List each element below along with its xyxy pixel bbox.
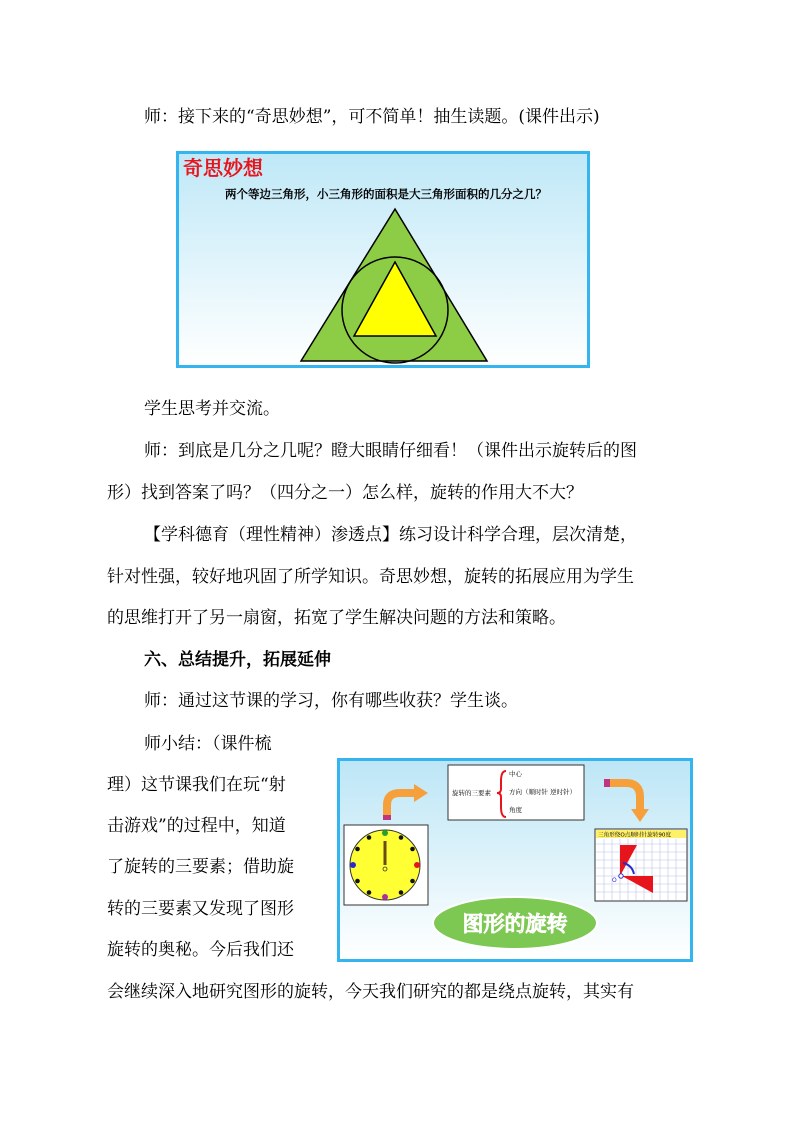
figure-2-canvas [340,761,690,959]
paragraph-line: 旋转的奥秘。今后我们还 [107,940,294,960]
paragraph-line: 学生思考并交流。 [144,399,280,419]
elements-label: 旋转的三要素 [452,789,491,797]
paragraph-line: 师：接下来的“奇思妙想”，可不简单！抽生读题。(课件出示) [144,107,600,127]
clock-dot [399,835,404,840]
element-item: 中心 [509,770,522,778]
grid-frame [595,829,687,901]
badge-title: 图形的旋转 [462,912,568,936]
paragraph-line: 理）这节课我们在玩“射 [107,775,286,795]
figure-1-question: 两个等边三角形，小三角形的面积是大三角形面积的几分之几？ [225,187,547,201]
clock-dot [367,835,372,840]
curved-arrow-icon [610,783,640,809]
figure-rotation-summary [337,758,693,962]
figure-qisi-miaoxiang [176,151,590,368]
clock-dot [367,890,372,895]
grid-caption: 三角形绕O点顺时针旋转90度 [598,832,672,839]
paragraph-line: 转的三要素又发现了图形 [107,899,294,919]
paragraph-line: 【学科德育（理性精神）渗透点】练习设计科学合理，层次清楚， [144,525,637,545]
arrow-tail-icon [383,815,391,820]
arrow-tail-icon [604,779,610,787]
element-item: 角度 [509,806,522,814]
clock-dot [410,847,415,852]
paragraph-line: 针对性强，较好地巩固了所学知识。奇思妙想，旋转的拓展应用为学生 [107,567,634,587]
paragraph-line: 形）找到答案了吗？（四分之一）怎么样，旋转的作用大不大？ [107,483,583,503]
figure-1-title: 奇思妙想 [183,156,263,180]
clock-dot [382,830,388,836]
curved-arrow-icon [387,793,414,817]
paragraph-line: 师小结：（课件梳 [144,734,272,754]
clock-dot [410,879,415,884]
paragraph-line: 师：到底是几分之几呢？瞪大眼睛仔细看！（课件出示旋转后的图 [144,441,637,461]
section-heading: 六、总结提升，拓展延伸 [144,650,331,670]
paragraph-line: 的思维打开了另一扇窗，拓宽了学生解决问题的方法和策略。 [107,608,566,628]
point-label: O [612,877,617,884]
rotation-center-icon [619,874,623,878]
paragraph-line: 击游戏”的过程中，知道 [107,816,286,836]
figure-1-canvas [179,154,587,365]
clock-dot [355,879,360,884]
element-item: 方向（顺时针 逆时针） [509,788,577,796]
clock-dot [355,847,360,852]
paragraph-line: 了旋转的三要素；借助旋 [107,857,294,877]
paragraph-line: 会继续深入地研究图形的旋转，今天我们研究的都是绕点旋转，其实有 [107,982,634,1002]
paragraph-line: 师：通过这节课的学习，你有哪些收获？学生谈。 [144,691,518,711]
clock-dot [350,862,356,868]
clock-dot [414,862,420,868]
arrow-head-icon [414,784,428,802]
clock-dot [382,894,388,900]
arrow-head-icon [631,809,649,822]
clock-dot [399,890,404,895]
